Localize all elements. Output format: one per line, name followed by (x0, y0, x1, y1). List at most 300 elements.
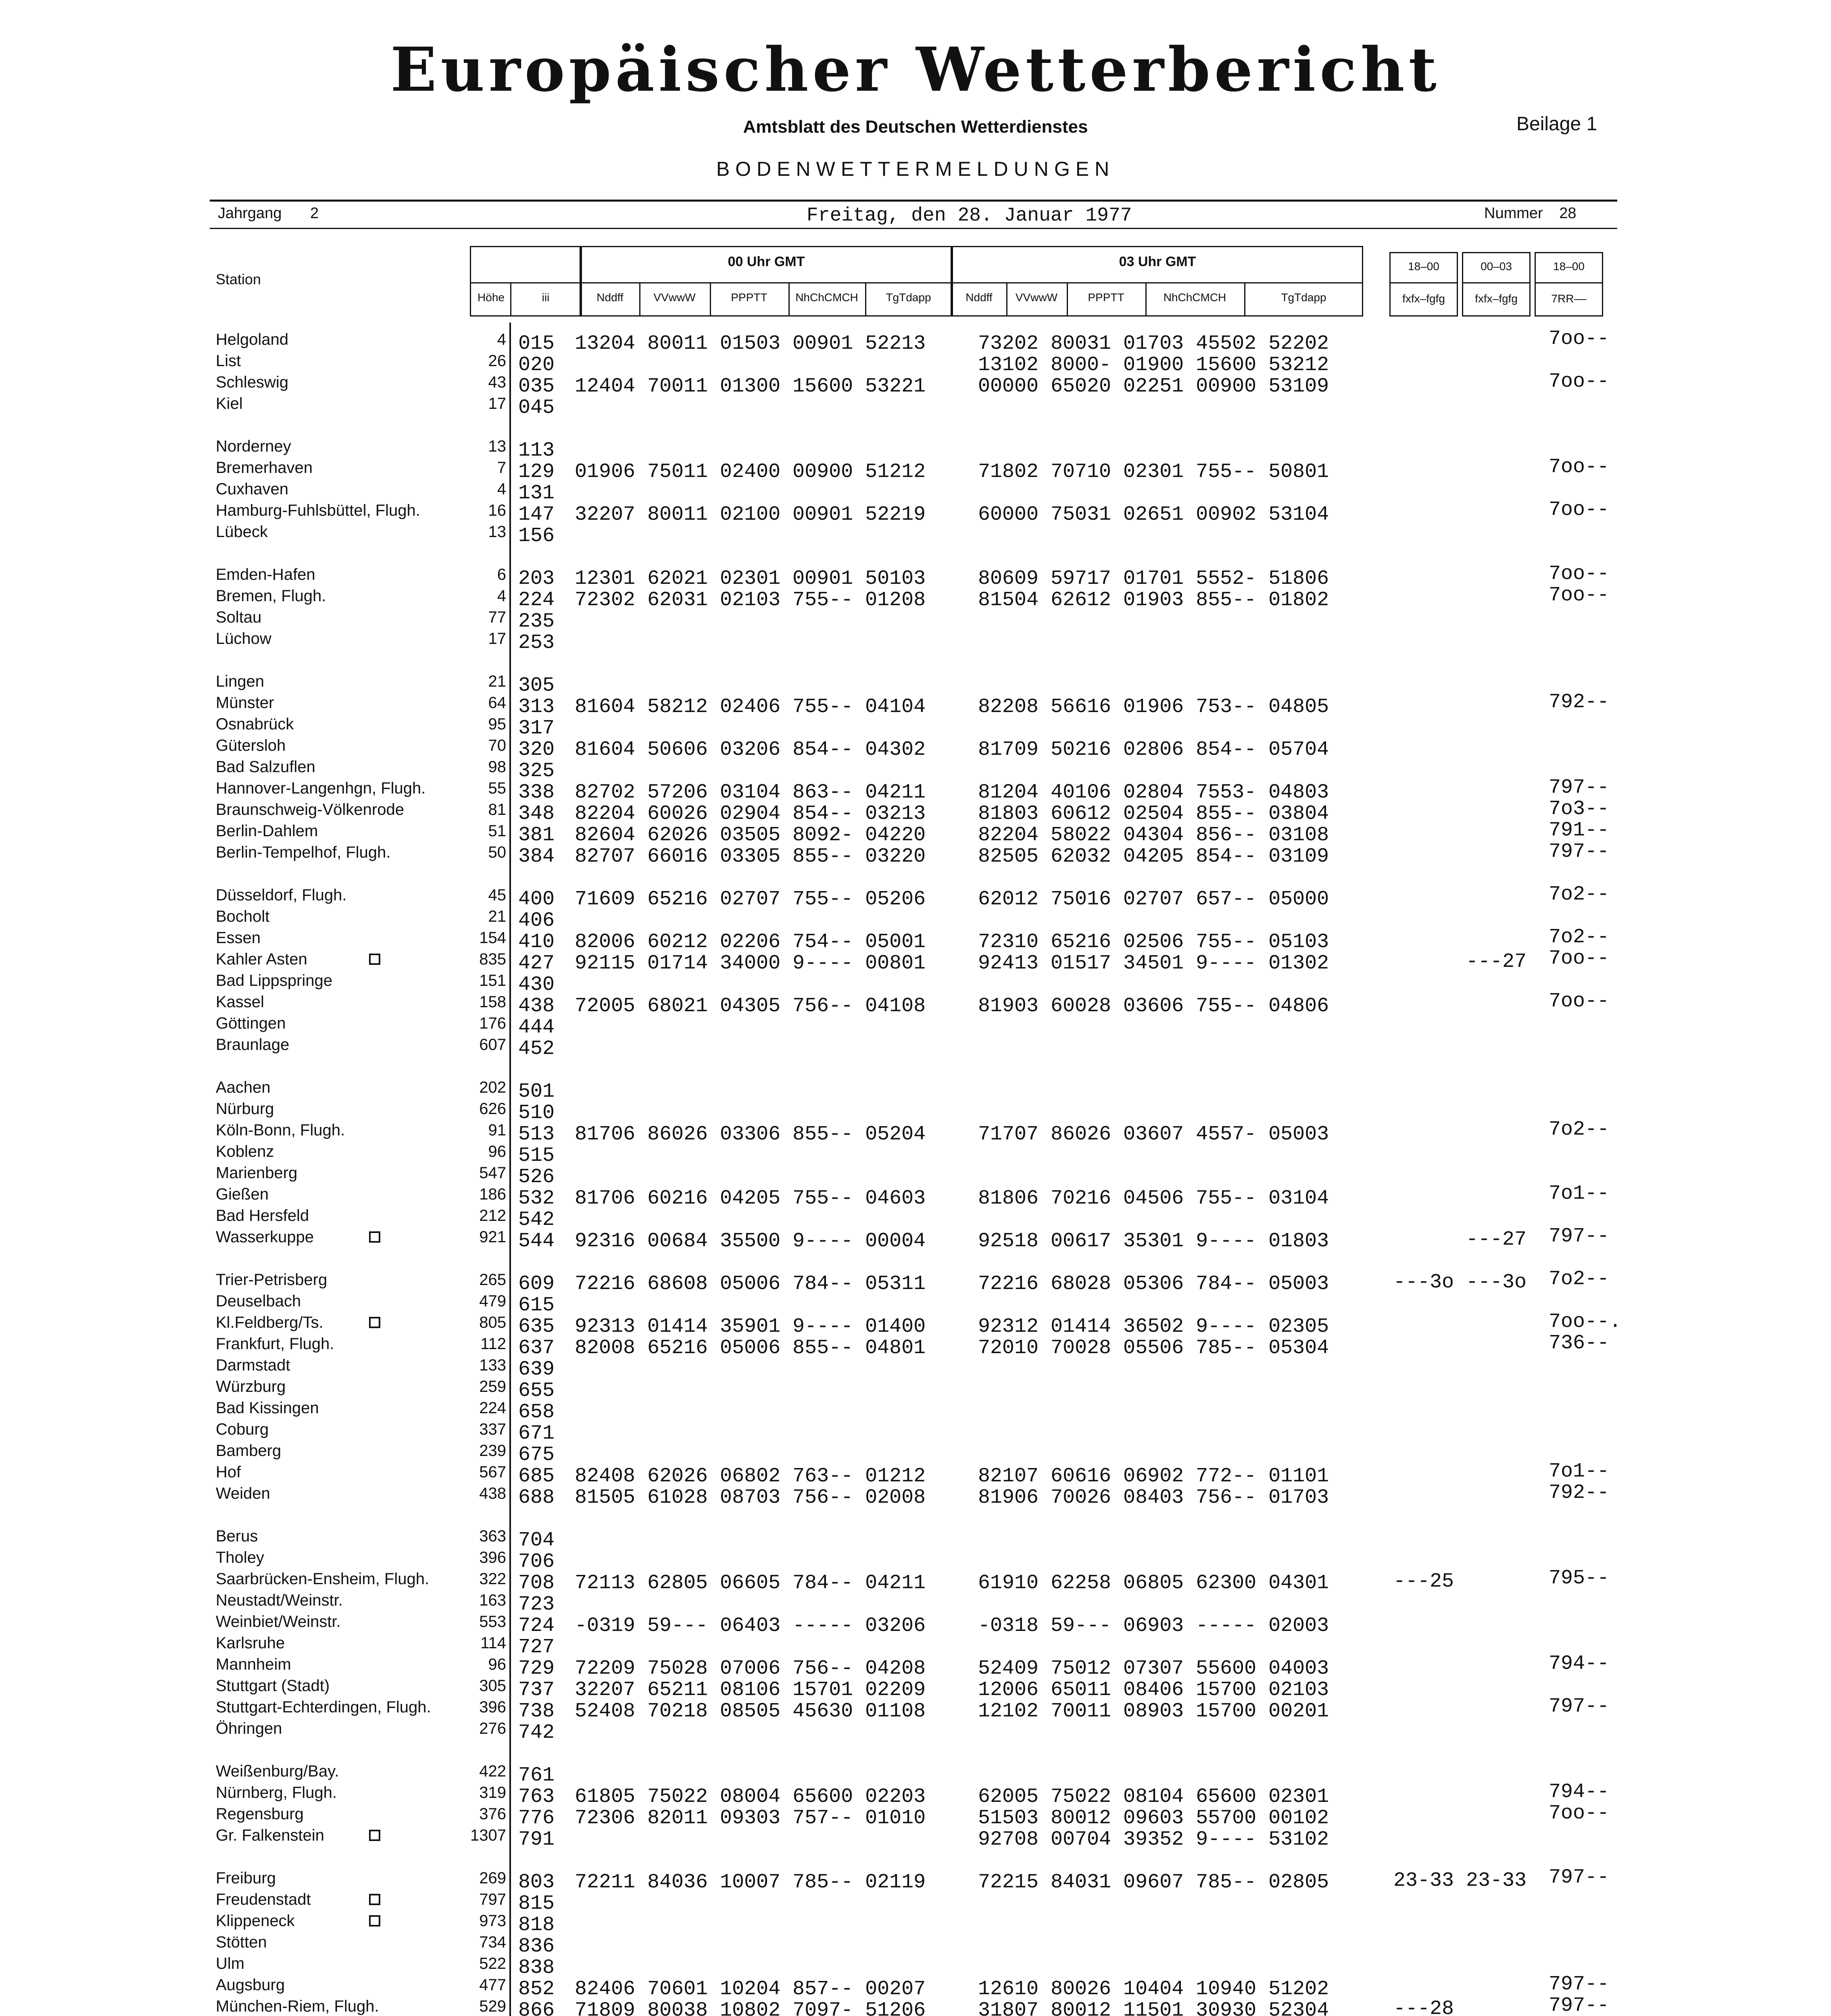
station-index: 761 (518, 1764, 555, 1787)
station-index: 852 (518, 1978, 555, 2001)
station-index: 675 (518, 1443, 555, 1466)
station-height: 422 (479, 1762, 506, 1780)
station-index: 235 (518, 610, 555, 633)
station-index: 742 (518, 1721, 555, 1744)
station-index: 637 (518, 1337, 555, 1360)
table-row (0, 691, 1831, 719)
table-row (0, 1268, 1831, 1295)
obs-00-gmt: 72211 84036 10007 785-- 02119 (575, 1871, 926, 1894)
obs-03-gmt: 72215 84031 09607 785-- 02805 (978, 1871, 1329, 1894)
table-row (0, 395, 1831, 419)
table-row (0, 1182, 1831, 1210)
station-name: Nürburg (216, 1100, 274, 1118)
header-extra-top: 18–00 (1553, 260, 1585, 273)
precip-18-00: 736-- (1549, 1332, 1610, 1355)
obs-03-gmt: 81504 62612 01903 855-- 01802 (978, 589, 1329, 612)
mountain-station-icon (369, 1317, 380, 1328)
precip-18-00: 797-- (1549, 1973, 1610, 1996)
station-height: 202 (479, 1079, 506, 1096)
station-name: Berlin-Dahlem (216, 822, 318, 840)
precip-18-00: 791-- (1549, 819, 1610, 842)
station-name: Weiden (216, 1485, 270, 1502)
gust-18-00: ---25 (1393, 1570, 1454, 1593)
station-height: 921 (479, 1228, 506, 1246)
table-row (0, 1225, 1831, 1253)
station-name: Tholey (216, 1549, 265, 1566)
precip-18-00: 7oo-- (1549, 562, 1610, 585)
station-name: Schleswig (216, 373, 289, 391)
station-index: 410 (518, 931, 555, 954)
station-height: 529 (479, 1997, 506, 2015)
obs-00-gmt: 72209 75028 07006 756-- 04208 (575, 1657, 926, 1680)
obs-03-gmt: 81803 60612 02504 855-- 03804 (978, 802, 1329, 825)
station-index: 015 (518, 332, 555, 355)
obs-00-gmt: 81706 60216 04205 755-- 04603 (575, 1187, 926, 1210)
obs-03-gmt: 81709 50216 02806 854-- 05704 (978, 738, 1329, 761)
header-iii: iii (542, 291, 550, 304)
obs-00-gmt: 72302 62031 02103 755-- 01208 (575, 589, 926, 612)
precip-18-00: 7o2-- (1549, 1268, 1610, 1291)
table-row (0, 1014, 1831, 1039)
precip-18-00: 797-- (1549, 1866, 1610, 1889)
table-row (0, 1420, 1831, 1445)
precip-18-00: 795-- (1549, 1567, 1610, 1590)
station-name: Karlsruhe (216, 1634, 285, 1652)
obs-00-gmt: 92316 00684 35500 9---- 00004 (575, 1230, 926, 1253)
precip-18-00: 7o3-- (1549, 798, 1610, 821)
precip-18-00: 7o2-- (1549, 926, 1610, 949)
station-index: 320 (518, 738, 555, 761)
station-name: Freiburg (216, 1869, 276, 1887)
station-index: 526 (518, 1166, 555, 1189)
station-index: 737 (518, 1679, 555, 1702)
obs-00-gmt: 32207 80011 02100 00901 52219 (575, 503, 926, 526)
station-name: Bocholt (216, 908, 270, 925)
obs-03-gmt: 12006 65011 08406 15700 02103 (978, 1679, 1329, 1702)
station-height: 259 (479, 1378, 506, 1395)
table-row (0, 370, 1831, 398)
station-height: 276 (479, 1720, 506, 1737)
header-midline-extra (1462, 282, 1531, 283)
mountain-station-icon (369, 1231, 380, 1243)
precip-18-00: 7oo--. (1549, 1310, 1622, 1333)
obs-03-gmt: 60000 75031 02651 00902 53104 (978, 503, 1329, 526)
station-height: 55 (488, 779, 506, 797)
header-group-03: 03 Uhr GMT (1119, 254, 1196, 269)
station-height: 734 (479, 1933, 506, 1951)
station-name: Augsburg (216, 1976, 285, 1994)
station-name: Kahler Asten (216, 950, 307, 968)
obs-03-gmt: 82505 62032 04205 854-- 03109 (978, 845, 1329, 868)
table-row (0, 1036, 1831, 1060)
header-extra-bottom: 7RR–– (1551, 292, 1587, 305)
station-name: München-Riem, Flugh. (216, 1997, 379, 2015)
precip-18-00: 7o1-- (1549, 1182, 1610, 1205)
obs-00-gmt: 61805 75022 08004 65600 02203 (575, 1785, 926, 1808)
obs-03-gmt: 51503 80012 09603 55700 00102 (978, 1807, 1329, 1830)
gust-00-03: ---27 (1466, 1228, 1527, 1251)
station-height: 43 (488, 373, 506, 391)
precip-18-00: 797-- (1549, 1695, 1610, 1718)
table-row (0, 498, 1831, 526)
station-name: Norderney (216, 437, 291, 455)
header-col-00: VVwwW (653, 291, 696, 304)
obs-03-gmt: 12102 70011 08903 15700 00201 (978, 1700, 1329, 1723)
station-height: 479 (479, 1292, 506, 1310)
obs-00-gmt: 82204 60026 02904 854-- 03213 (575, 802, 926, 825)
station-index: 501 (518, 1080, 555, 1103)
table-row (0, 1332, 1831, 1360)
header-col-00: PPPTT (731, 291, 767, 304)
header-box-meta (470, 246, 581, 317)
station-height: 6 (497, 566, 506, 583)
precip-18-00: 7oo-- (1549, 456, 1610, 479)
table-row (0, 883, 1831, 911)
obs-03-gmt: 92518 00617 35301 9---- 01803 (978, 1230, 1329, 1253)
obs-00-gmt: 71609 65216 02707 755-- 05206 (575, 888, 926, 911)
station-index: 406 (518, 909, 555, 932)
station-height: 477 (479, 1976, 506, 1994)
station-name: Bad Hersfeld (216, 1207, 309, 1225)
nummer-label: Nummer (1484, 205, 1543, 222)
station-height: 114 (480, 1634, 506, 1652)
header-col-00: NhChCMCH (795, 291, 858, 304)
obs-03-gmt: 62012 75016 02707 657-- 05000 (978, 888, 1329, 911)
obs-03-gmt: 61910 62258 06805 62300 04301 (978, 1572, 1329, 1595)
obs-00-gmt: 82408 62026 06802 763-- 01212 (575, 1465, 926, 1488)
station-name: Berlin-Tempelhof, Flugh. (216, 843, 391, 861)
obs-00-gmt: 01906 75011 02400 00900 51212 (575, 460, 926, 483)
station-name: Weinbiet/Weinstr. (216, 1613, 341, 1631)
table-row (0, 1567, 1831, 1595)
station-height: 547 (479, 1164, 506, 1182)
station-name: Trier-Petrisberg (216, 1271, 327, 1289)
precip-18-00: 792-- (1549, 1481, 1610, 1504)
table-row (0, 456, 1831, 483)
station-height: 224 (479, 1399, 506, 1417)
station-height: 21 (488, 908, 506, 925)
station-index: 317 (518, 717, 555, 740)
station-index: 609 (518, 1272, 555, 1295)
station-height: 81 (488, 801, 506, 818)
station-height: 212 (479, 1207, 506, 1225)
station-height: 176 (479, 1014, 506, 1032)
obs-03-gmt: 81906 70026 08403 756-- 01703 (978, 1486, 1329, 1509)
station-name: Bad Lippspringe (216, 972, 333, 989)
station-height: 13 (488, 437, 506, 455)
beilage-label: Beilage 1 (1516, 113, 1597, 135)
station-name: Lingen (216, 673, 265, 690)
station-name: Bremerhaven (216, 459, 313, 477)
station-index: 655 (518, 1379, 555, 1402)
table-row (0, 523, 1831, 548)
station-name: Regensburg (216, 1805, 304, 1823)
station-height: 376 (479, 1805, 506, 1823)
station-index: 313 (518, 696, 555, 719)
station-height: 45 (488, 886, 506, 904)
station-name: Gießen (216, 1185, 269, 1203)
precip-18-00: 797-- (1549, 1994, 1610, 2016)
station-height: 363 (479, 1527, 506, 1545)
station-index: 430 (518, 973, 555, 996)
table-row (0, 1866, 1831, 1894)
precip-18-00: 794-- (1549, 1781, 1610, 1804)
table-row (0, 1802, 1831, 1830)
station-height: 154 (479, 929, 506, 947)
obs-03-gmt: 71707 86026 03607 4557- 05003 (978, 1123, 1329, 1146)
issue-date: Freitag, den 28. Januar 1977 (807, 205, 1132, 227)
station-height: 305 (479, 1677, 506, 1695)
obs-03-gmt: 71802 70710 02301 755-- 50801 (978, 460, 1329, 483)
station-height: 17 (488, 630, 506, 648)
station-name: Lüchow (216, 630, 271, 648)
table-row (0, 1591, 1831, 1616)
table-row (0, 737, 1831, 761)
station-name: Öhringen (216, 1720, 282, 1737)
station-index: 045 (518, 396, 555, 419)
station-name: Neustadt/Weinstr. (216, 1591, 343, 1609)
station-name: Saarbrücken-Ensheim, Flugh. (216, 1570, 430, 1588)
table-row (0, 1481, 1831, 1509)
station-height: 51 (488, 822, 506, 840)
station-name: Stötten (216, 1933, 267, 1951)
station-index: 688 (518, 1486, 555, 1509)
station-name: Nürnberg, Flugh. (216, 1784, 337, 1801)
station-name: Göttingen (216, 1014, 286, 1032)
station-name: Bad Kissingen (216, 1399, 319, 1417)
mountain-station-icon (369, 1830, 380, 1841)
gust-00-03: ---3o (1466, 1271, 1527, 1294)
page-title: Europäischer Wetterbericht (390, 34, 1441, 105)
station-index: 438 (518, 995, 555, 1018)
station-index: 156 (518, 525, 555, 548)
station-index: 723 (518, 1593, 555, 1616)
station-height: 77 (488, 608, 506, 626)
station-index: 381 (518, 824, 555, 847)
station-height: 322 (479, 1570, 506, 1588)
gust-18-00: ---28 (1393, 1997, 1454, 2016)
station-height: 133 (479, 1356, 506, 1374)
station-index: 815 (518, 1892, 555, 1915)
station-index: 542 (518, 1208, 555, 1231)
obs-00-gmt: 81604 50606 03206 854-- 04302 (575, 738, 926, 761)
station-index: 791 (518, 1828, 555, 1851)
station-height: 186 (479, 1185, 506, 1203)
precip-18-00: 7oo-- (1549, 327, 1610, 350)
rule-under-meta (210, 228, 1617, 229)
obs-03-gmt: 81204 40106 02804 7553- 04803 (978, 781, 1329, 804)
obs-03-gmt: 62005 75022 08104 65600 02301 (978, 1785, 1329, 1808)
station-height: 553 (479, 1613, 506, 1631)
station-index: 635 (518, 1315, 555, 1338)
header-col-00: TgTdapp (886, 291, 931, 304)
station-name: Mannheim (216, 1656, 291, 1673)
jahrgang (218, 205, 319, 222)
header-col-03: VVwwW (1015, 291, 1058, 304)
station-index: 452 (518, 1037, 555, 1060)
station-index: 658 (518, 1401, 555, 1424)
station-index: 704 (518, 1529, 555, 1552)
station-index: 147 (518, 503, 555, 526)
obs-03-gmt: 92708 00704 39352 9---- 53102 (978, 1828, 1329, 1851)
obs-00-gmt: 92313 01414 35901 9---- 01400 (575, 1315, 926, 1338)
precip-18-00: 7oo-- (1549, 370, 1610, 393)
station-index: 738 (518, 1700, 555, 1723)
station-height: 319 (479, 1784, 506, 1801)
obs-00-gmt: 82707 66016 03305 855-- 03220 (575, 845, 926, 868)
obs-00-gmt: 72005 68021 04305 756-- 04108 (575, 995, 926, 1018)
table-row (0, 1994, 1831, 2016)
station-index: 113 (518, 439, 555, 462)
station-name: Kassel (216, 993, 265, 1011)
station-index: 035 (518, 375, 555, 398)
station-height: 522 (479, 1955, 506, 1972)
header-col-03: Nddff (966, 291, 993, 304)
station-index: 818 (518, 1914, 555, 1937)
obs-03-gmt: 12610 80026 10404 10940 51202 (978, 1978, 1329, 2001)
table-row (0, 327, 1831, 355)
table-row (0, 947, 1831, 975)
obs-00-gmt: -0319 59--- 06403 ----- 03206 (575, 1614, 926, 1637)
table-row (0, 1891, 1831, 1915)
station-name: Braunschweig-Völkenrode (216, 801, 404, 818)
header-hoehe: Höhe (478, 291, 505, 304)
station-index: 532 (518, 1187, 555, 1210)
station-index: 203 (518, 567, 555, 590)
station-index: 776 (518, 1807, 555, 1830)
table-row (0, 1826, 1831, 1851)
table-row (0, 1613, 1831, 1637)
table-row (0, 1118, 1831, 1146)
precip-18-00: 7o1-- (1549, 1460, 1610, 1483)
station-name: Berus (216, 1527, 258, 1545)
station-height: 396 (479, 1549, 506, 1566)
precip-18-00: 797-- (1549, 776, 1610, 799)
station-height: 70 (488, 737, 506, 754)
station-height: 16 (488, 502, 506, 519)
station-height: 21 (488, 673, 506, 690)
station-index: 224 (518, 589, 555, 612)
station-index: 685 (518, 1465, 555, 1488)
table-row (0, 1695, 1831, 1723)
station-index: 729 (518, 1657, 555, 1680)
header-midline-03 (952, 282, 1363, 283)
obs-03-gmt: 82208 56616 01906 753-- 04805 (978, 696, 1329, 719)
station-height: 95 (488, 715, 506, 733)
table-row (0, 1527, 1831, 1552)
obs-03-gmt: 52409 75012 07307 55600 04003 (978, 1657, 1329, 1680)
station-name: Cuxhaven (216, 480, 289, 498)
table-row (0, 1399, 1831, 1424)
obs-00-gmt: 13204 80011 01503 00901 52213 (575, 332, 926, 355)
gust-18-00: 23-33 (1393, 1869, 1454, 1892)
obs-00-gmt: 82604 62026 03505 8092- 04220 (575, 824, 926, 847)
table-row (0, 840, 1831, 868)
station-name: Würzburg (216, 1378, 286, 1395)
obs-03-gmt: 72310 65216 02506 755-- 05103 (978, 931, 1329, 954)
station-height: 4 (497, 587, 506, 605)
obs-03-gmt: 73202 80031 01703 45502 52202 (978, 332, 1329, 355)
page-subtitle: Amtsblatt des Deutschen Wetterdienstes (743, 117, 1088, 137)
obs-00-gmt: 92115 01714 34000 9---- 00801 (575, 952, 926, 975)
mountain-station-icon (369, 1915, 380, 1926)
table-row (0, 1933, 1831, 1958)
table-row (0, 1143, 1831, 1167)
station-index: 836 (518, 1935, 555, 1958)
table-row (0, 1720, 1831, 1744)
table-row (0, 715, 1831, 740)
station-name: Münster (216, 694, 274, 712)
station-height: 626 (479, 1100, 506, 1118)
station-name: Gütersloh (216, 737, 286, 754)
station-height: 91 (488, 1121, 506, 1139)
station-name: Klippeneck (216, 1912, 295, 1930)
station-index: 803 (518, 1871, 555, 1894)
station-height: 98 (488, 758, 506, 776)
header-midline-meta (470, 282, 581, 283)
station-height: 835 (479, 950, 506, 968)
obs-03-gmt: 72010 70028 05506 785-- 05304 (978, 1337, 1329, 1360)
station-name: Freudenstadt (216, 1891, 311, 1908)
station-name: Hannover-Langenhgn, Flugh. (216, 779, 426, 797)
header-midline-extra (1535, 282, 1603, 283)
obs-03-gmt: 81806 70216 04506 755-- 03104 (978, 1187, 1329, 1210)
jahrgang-label: Jahrgang (218, 205, 282, 222)
station-name: Stuttgart (Stadt) (216, 1677, 330, 1695)
obs-00-gmt: 81505 61028 08703 756-- 02008 (575, 1486, 926, 1509)
station-index: 706 (518, 1550, 555, 1573)
obs-03-gmt: 82107 60616 06902 772-- 01101 (978, 1465, 1329, 1488)
header-col-03: TgTdapp (1281, 291, 1326, 304)
station-name: Essen (216, 929, 261, 947)
obs-00-gmt: 82406 70601 10204 857-- 00207 (575, 1978, 926, 2001)
station-name: Weißenburg/Bay. (216, 1762, 339, 1780)
station-name: Gr. Falkenstein (216, 1826, 325, 1844)
station-index: 515 (518, 1144, 555, 1167)
station-name: Coburg (216, 1420, 269, 1438)
header-extra-bottom: fxfx–fgfg (1475, 292, 1518, 305)
precip-18-00: 792-- (1549, 691, 1610, 714)
rule-top (210, 200, 1617, 202)
table-row (0, 1912, 1831, 1937)
section-title: BODENWETTERMELDUNGEN (716, 158, 1115, 180)
station-index: 544 (518, 1230, 555, 1253)
table-row (0, 630, 1831, 654)
station-height: 96 (488, 1656, 506, 1673)
obs-00-gmt: 82006 60212 02206 754-- 05001 (575, 931, 926, 954)
station-name: Aachen (216, 1079, 271, 1096)
station-height: 151 (479, 972, 506, 989)
station-name: Stuttgart-Echterdingen, Flugh. (216, 1698, 431, 1716)
table-row (0, 1356, 1831, 1381)
gust-18-00: ---3o (1393, 1271, 1454, 1294)
header-extra-top: 18–00 (1408, 260, 1439, 273)
header-col-03: PPPTT (1088, 291, 1124, 304)
station-height: 265 (479, 1271, 506, 1289)
station-index: 305 (518, 674, 555, 697)
station-height: 396 (479, 1698, 506, 1716)
mountain-station-icon (369, 954, 380, 965)
precip-18-00: 7oo-- (1549, 584, 1610, 607)
obs-03-gmt: 31807 80012 11501 30930 52304 (978, 1999, 1329, 2016)
station-index: 131 (518, 482, 555, 505)
station-name: Frankfurt, Flugh. (216, 1335, 334, 1353)
station-height: 50 (488, 843, 506, 861)
station-index: 724 (518, 1614, 555, 1637)
station-name: Helgoland (216, 331, 289, 348)
obs-03-gmt: 92413 01517 34501 9---- 01302 (978, 952, 1329, 975)
station-height: 4 (497, 480, 506, 498)
